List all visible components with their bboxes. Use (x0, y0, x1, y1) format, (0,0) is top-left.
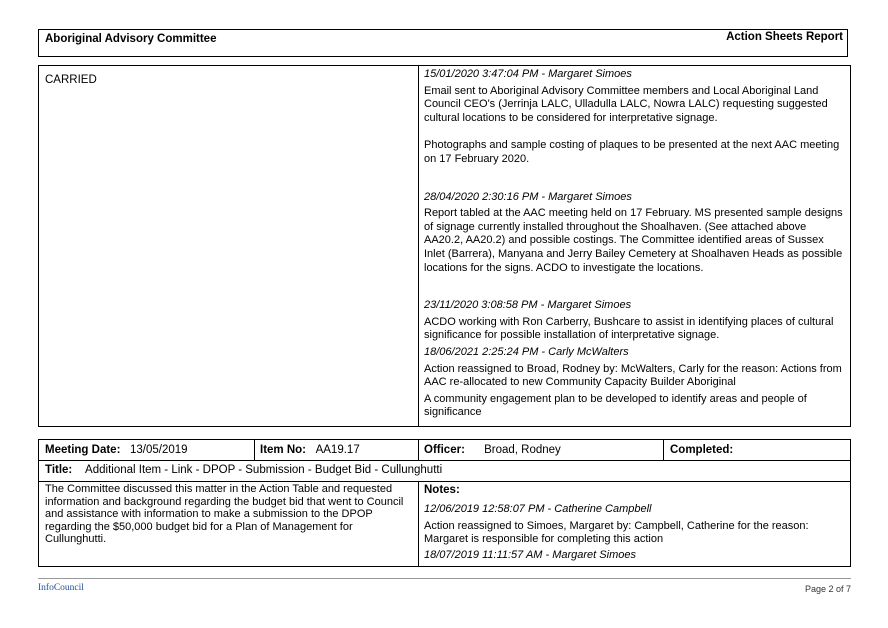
action-notes (424, 68, 844, 423)
item-detail-row (39, 482, 850, 566)
notes-label: Notes: (424, 484, 460, 496)
note-text: Action reassigned to Broad, Rodney by: McWalters, Carly for the reason: Actions from AAC re-allocated to new Community Capacity Builder Aboriginal (424, 362, 842, 389)
note-entry (424, 299, 844, 343)
item-no-cell (260, 440, 360, 460)
item-title: Additional Item - Link - DPOP - Submission - Budget Bid - Cullunghutti (85, 464, 443, 476)
officer-cell (424, 440, 561, 460)
report-header (38, 29, 848, 57)
note-text: ACDO working with Ron Carberry, Bushcare to assist in identifying places of cultural significance for possible installation of interpretative signage. (424, 315, 834, 342)
note-entry (424, 68, 844, 167)
officer-value: Broad, Rodney (484, 444, 561, 456)
column-divider (418, 482, 419, 566)
action-status: CARRIED (45, 74, 97, 86)
committee-name: Aboriginal Advisory Committee (45, 33, 217, 45)
item-notes (424, 484, 846, 565)
note-text: A community engagement plan to be developed to identify areas and people of significance (424, 392, 807, 419)
item-no-value: AA19.17 (315, 444, 360, 456)
note-date: 28/04/2020 2:30:16 PM - Margaret Simoes (424, 190, 632, 203)
meeting-date-value: 13/05/2019 (130, 444, 188, 456)
officer-label: Officer: (424, 444, 465, 456)
note-text: Photographs and sample costing of plaques to be presented at the next AAC meeting on 17 February 2020. (424, 139, 840, 165)
note-date: 15/01/2020 3:47:04 PM - Margaret Simoes (424, 68, 632, 80)
carried-action-table (38, 65, 851, 427)
meeting-date-cell (45, 440, 188, 460)
page-number: Page 2 of 7 (804, 584, 851, 594)
footer-brand: InfoCouncil (38, 583, 84, 593)
note-text: Email sent to Aboriginal Advisory Committee members and Local Aboriginal Land Council CEO's (Jerrinja LALC, Ulladulla LALC, Nowra LALC) requesting suggested cultural locations to be considered for interpretative signage. (424, 84, 828, 124)
action-item-table (38, 439, 851, 567)
item-title-row (39, 461, 850, 482)
note-date: 18/06/2021 2:25:24 PM - Carly McWalters (424, 345, 629, 358)
column-divider (418, 66, 419, 426)
completed-label: Completed: (670, 444, 734, 456)
note-text: Action reassigned to Simoes, Margaret by: Campbell, Catherine for the reason: Margaret is responsible for completing this action (424, 520, 809, 545)
note-entry (424, 346, 844, 420)
item-info-row (39, 440, 850, 461)
note-date: 12/06/2019 12:58:07 PM - Catherine Campbell (424, 503, 652, 515)
item-no-label: Item No: (260, 444, 306, 456)
note-date: 23/11/2020 3:08:58 PM - Margaret Simoes (424, 299, 632, 312)
footer-divider (38, 578, 851, 579)
note-text: Report tabled at the AAC meeting held on 17 February. MS presented sample designs of signage currently installed throughout the Shoalhaven. (See attached above AA20.2, AA20.2) and possible costings. The Committee identified areas of Sussex Inlet (Barrera), Manyana and Jerry Bailey Cemetery at Shoalhaven Heads as possible locations for the signs. ACDO to investigate the locations. (424, 207, 843, 274)
meeting-date-label: Meeting Date: (45, 444, 121, 456)
discussion-text: The Committee discussed this matter in the Action Table and requested information and background regarding the budget bid that went to Council and assistance with information to make a submission to the DPOP regarding the $50,000 budget bid for a Plan of Management for Cullunghutti. (45, 483, 404, 546)
completed-cell (670, 440, 733, 460)
note-date: 18/07/2019 11:11:57 AM - Margaret Simoes (424, 549, 636, 561)
title-label: Title: (45, 464, 73, 476)
note-entry (424, 191, 844, 276)
report-title: Action Sheets Report (726, 31, 843, 43)
